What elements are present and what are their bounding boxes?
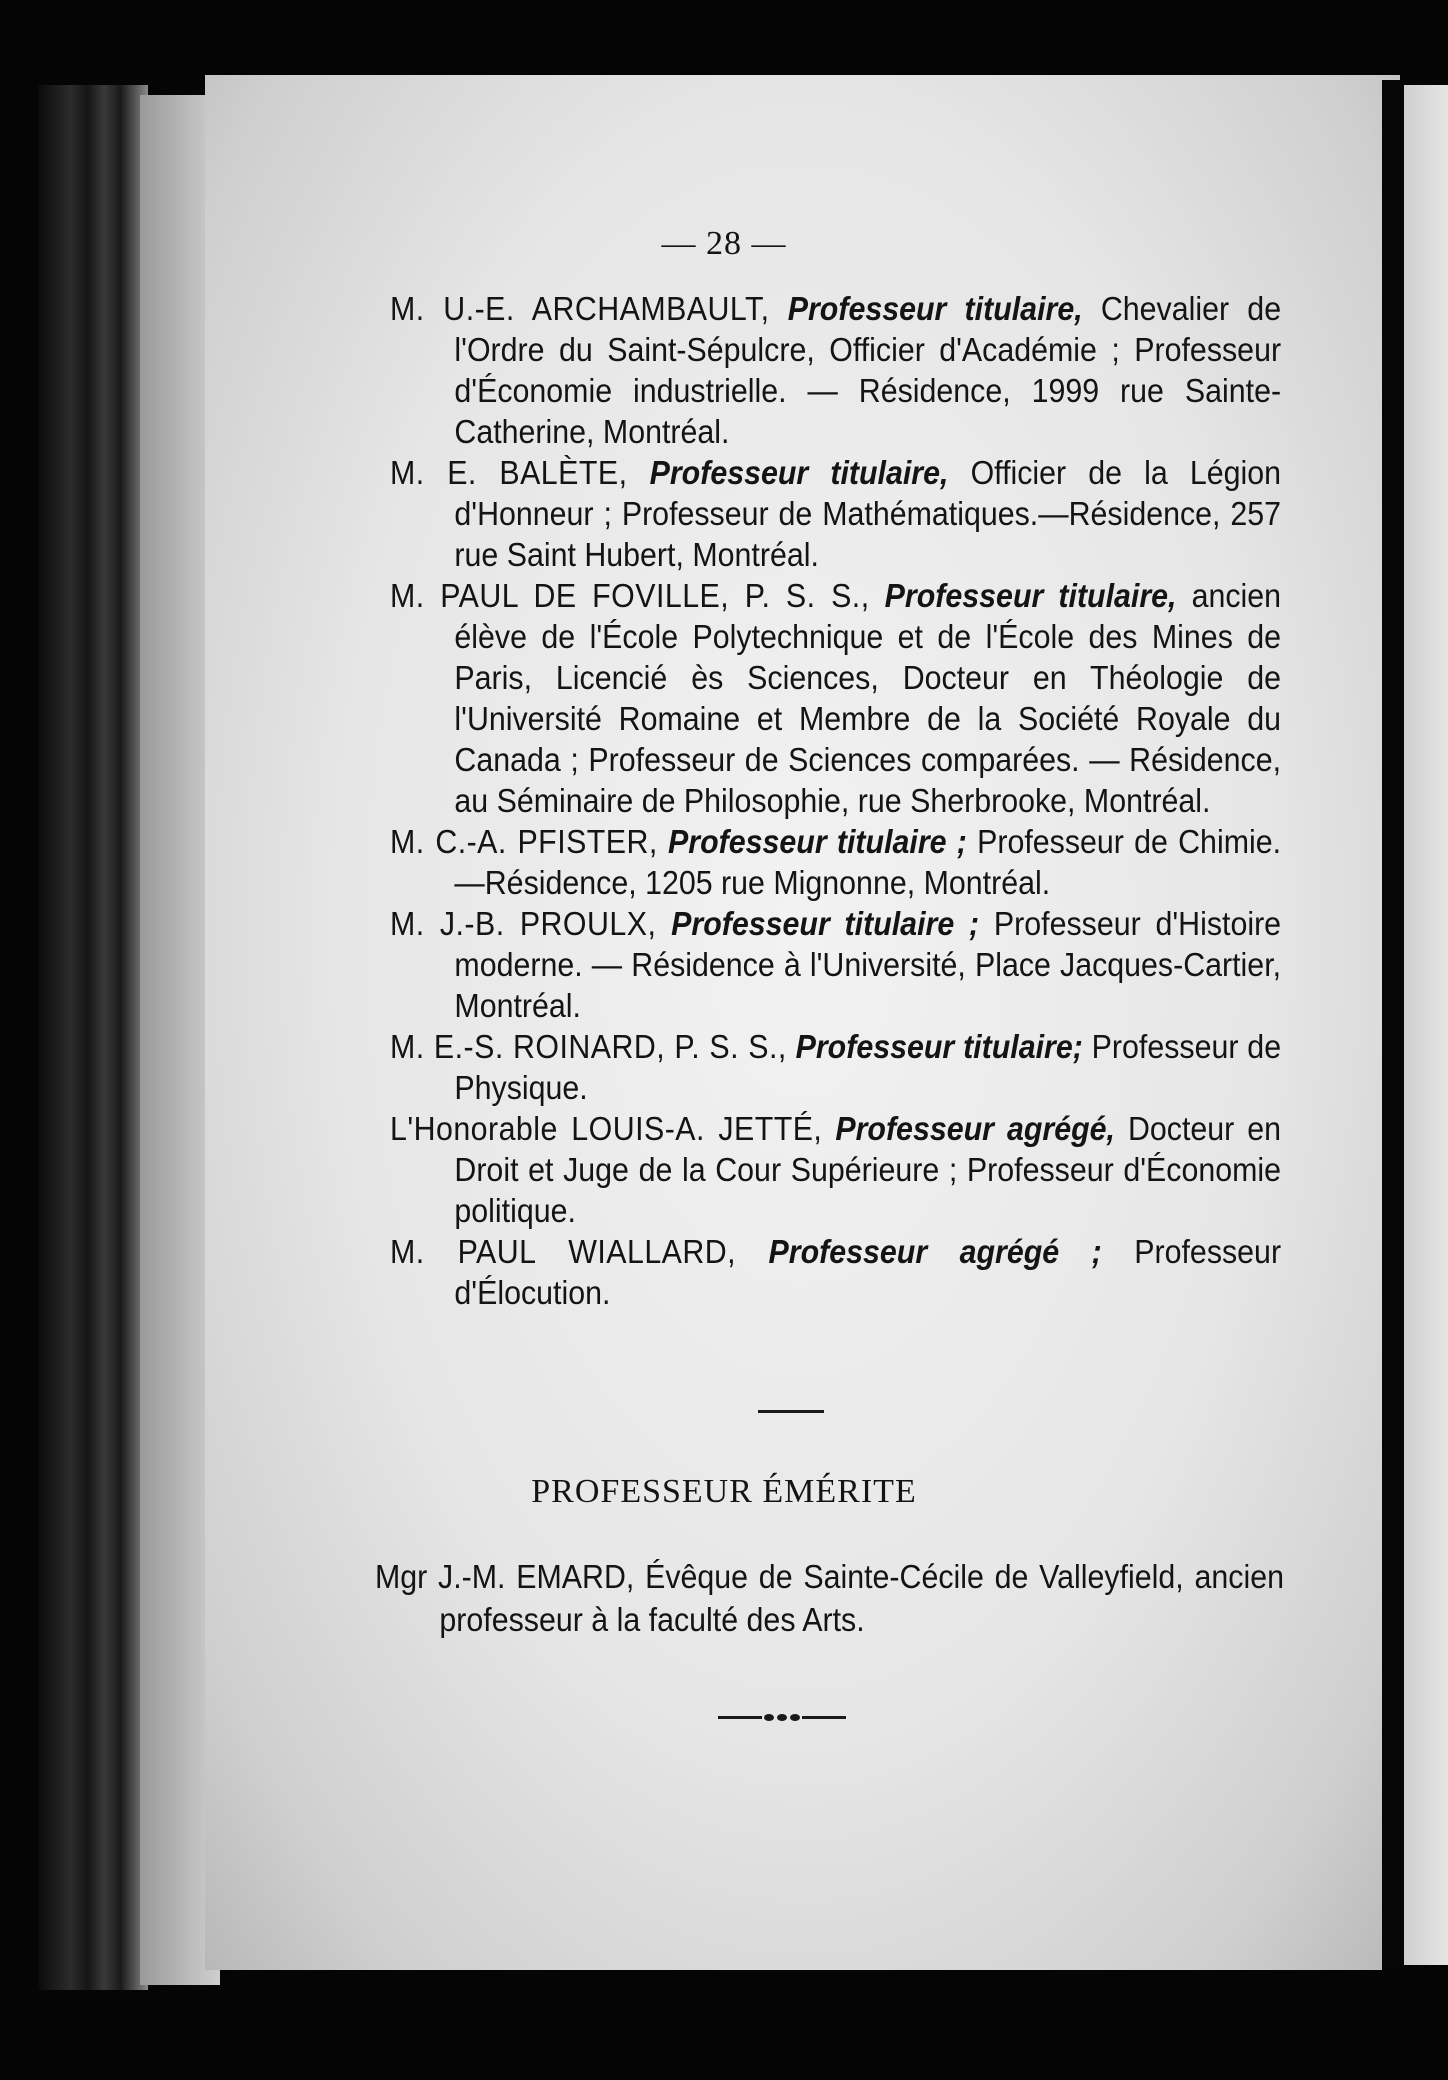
entry-title: Professeur titulaire; — [795, 1028, 1083, 1065]
entry-title: Professeur titulaire ; — [668, 823, 967, 860]
entry-name: M. PAUL WIALLARD, — [390, 1233, 737, 1270]
entry-text: Chevalier de l'Ordre du Saint-Sépulcre, Officier d'Académie ; Professeur d'Économie industrielle. — Résidence, 1999 rue Sainte-Catherine, Montréal. — [454, 290, 1282, 450]
entry-name: M. E.-S. ROINARD, P. S. S., — [390, 1028, 787, 1065]
faculty-entry — [390, 575, 1281, 821]
faculty-entry — [390, 903, 1281, 1026]
emeritus-list — [375, 1555, 1284, 1641]
entry-title: Professeur titulaire ; — [671, 905, 980, 942]
entry-title: Professeur agrégé, — [835, 1110, 1115, 1147]
entry-text: Professeur d'Élocution. — [454, 1233, 1282, 1311]
entry-text: Officier de la Légion d'Honneur ; Professeur de Mathématiques.—Résidence, 257 rue Saint Hubert, Montréal. — [454, 454, 1282, 573]
entry-text: Professeur d'Histoire moderne. — Résidence à l'Université, Place Jacques-Cartier, Montréal. — [454, 905, 1282, 1024]
entry-text: ancien élève de l'École Polytechnique et de l'École des Mines de Paris, Licencié ès Sciences, Docteur en Théologie de l'Université Romaine et Membre de la Société Royale du Canada ; Professeur de Sciences comparées. — Résidence, au Séminaire de Philosophie, rue Sherbrooke, Montréal. — [454, 577, 1282, 819]
faculty-entry — [390, 1231, 1281, 1313]
faculty-entry — [390, 821, 1281, 903]
entry-name: M. J.-B. PROULX, — [390, 905, 657, 942]
page-number: — 28 — — [661, 225, 787, 262]
page-edge-shadow — [1382, 80, 1404, 1970]
faculty-entry — [390, 1108, 1281, 1231]
entry-name: M. E. BALÈTE, — [390, 454, 628, 491]
entry-text: Professeur de Chimie.—Résidence, 1205 rue Mignonne, Montréal. — [454, 823, 1282, 901]
entry-title: Professeur titulaire, — [787, 290, 1083, 327]
entry-text: Docteur en Droit et Juge de la Cour Supérieure ; Professeur d'Économie politique. — [454, 1110, 1282, 1229]
faculty-entry — [390, 1026, 1281, 1108]
emeritus-entry: Mgr J.-M. EMARD, Évêque de Sainte-Cécile de Valleyfield, ancien professeur à la faculté des Arts. — [375, 1558, 1284, 1638]
entry-title: Professeur agrégé ; — [768, 1233, 1102, 1270]
entry-name: M. U.-E. ARCHAMBAULT, — [390, 290, 770, 327]
entry-title: Professeur titulaire, — [649, 454, 949, 491]
book-edge — [38, 85, 148, 1990]
facing-page-edge — [1404, 85, 1448, 1965]
end-ornament — [718, 1713, 846, 1721]
entry-name: M. C.-A. PFISTER, — [390, 823, 658, 860]
entry-name: L'Honorable LOUIS-A. JETTÉ, — [390, 1110, 823, 1147]
entry-title: Professeur titulaire, — [884, 577, 1177, 614]
section-heading: PROFESSEUR ÉMÉRITE — [531, 1473, 917, 1510]
entry-text: Professeur de Physique. — [454, 1028, 1282, 1106]
faculty-entry — [390, 452, 1281, 575]
section-divider — [758, 1410, 824, 1413]
entry-name: M. PAUL DE FOVILLE, P. S. S., — [390, 577, 870, 614]
faculty-list — [390, 288, 1282, 1313]
faculty-entry — [390, 288, 1281, 452]
